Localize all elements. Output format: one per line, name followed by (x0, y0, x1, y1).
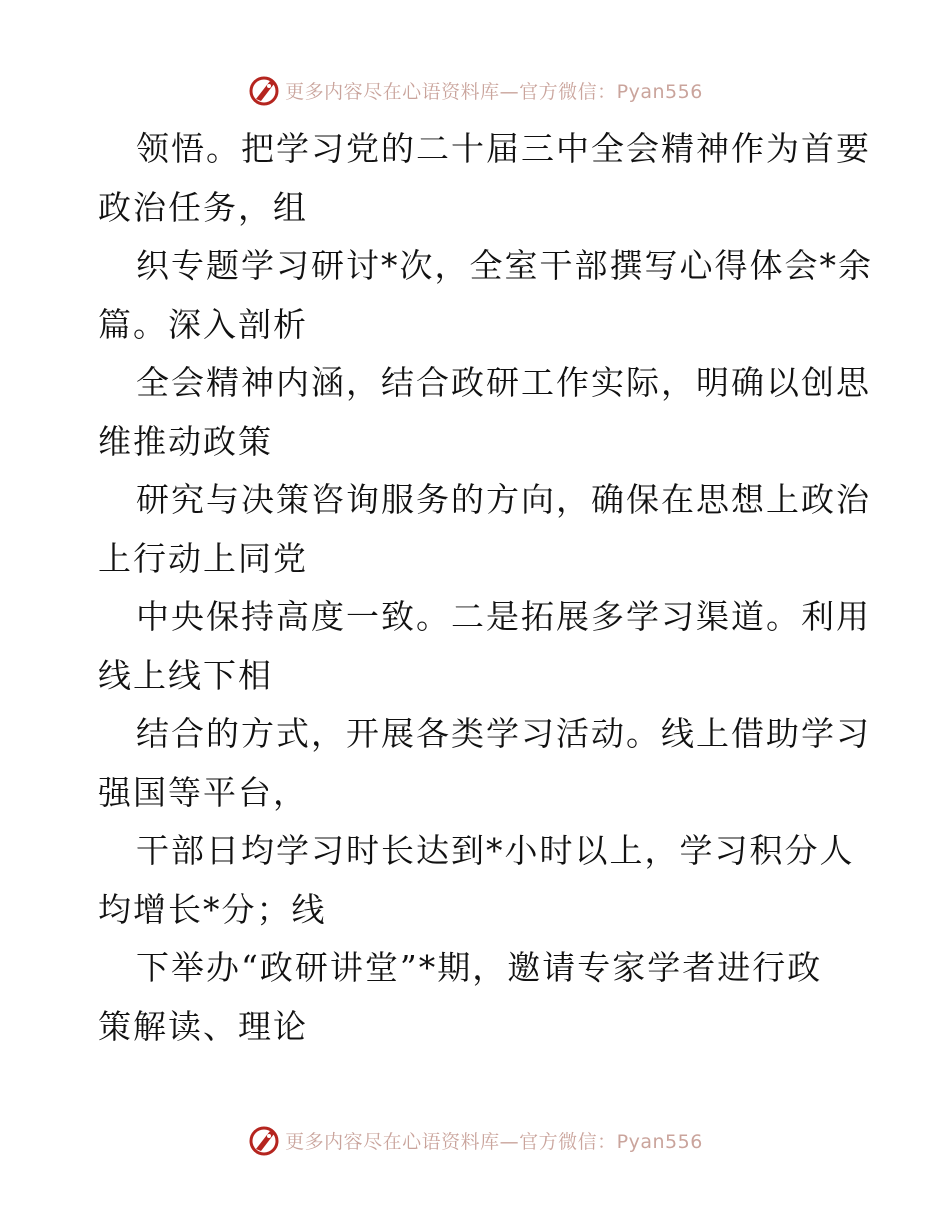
footer-watermark-text (285, 1127, 703, 1154)
body-line: 全会精神内涵，结合政研工作实际，明确以创思 (136, 363, 871, 402)
footer-watermark-banner (0, 1120, 950, 1160)
header-watermark-dash: — (499, 80, 520, 103)
body-line: 干部日均学习时长达到*小时以上，学习积分人 (136, 831, 855, 870)
header-watermark-main: 更多内容尽在心语资料库 (285, 80, 500, 103)
body-line: 中央保持高度一致。二是拓展多学习渠道。利用 (136, 597, 871, 636)
body-line: 策解读、理论 (98, 1006, 308, 1046)
body-line: 织专题学习研讨*次，全室干部撰写心得体会*余 (136, 246, 873, 285)
header-watermark-contact: 官方微信：Pyan556 (519, 80, 703, 103)
pen-nib-logo-icon (247, 1123, 281, 1157)
body-line: 线上线下相 (98, 655, 273, 695)
body-line: 强国等平台， (98, 772, 308, 812)
body-line: 篇。深入剖析 (98, 304, 308, 344)
footer-watermark-main: 更多内容尽在心语资料库 (285, 1130, 500, 1153)
body-line: 研究与决策咨询服务的方向，确保在思想上政治 (136, 480, 871, 519)
body-line: 领悟。把学习党的二十届三中全会精神作为首要 (136, 129, 871, 168)
header-watermark-banner (0, 70, 950, 110)
header-watermark-text (285, 77, 703, 104)
body-line: 政治任务，组 (98, 187, 308, 227)
body-line: 结合的方式，开展各类学习活动。线上借助学习 (136, 714, 871, 753)
footer-watermark-contact: 官方微信：Pyan556 (519, 1130, 703, 1153)
pen-nib-logo-icon (247, 73, 281, 107)
body-line: 下举办“政研讲堂”*期，邀请专家学者进行政 (136, 948, 823, 987)
body-line: 维推动政策 (98, 421, 273, 461)
body-line: 上行动上同党 (98, 538, 308, 578)
body-line: 均增长*分；线 (98, 889, 327, 929)
footer-watermark-dash: — (499, 1130, 520, 1153)
document-body (98, 120, 873, 1056)
